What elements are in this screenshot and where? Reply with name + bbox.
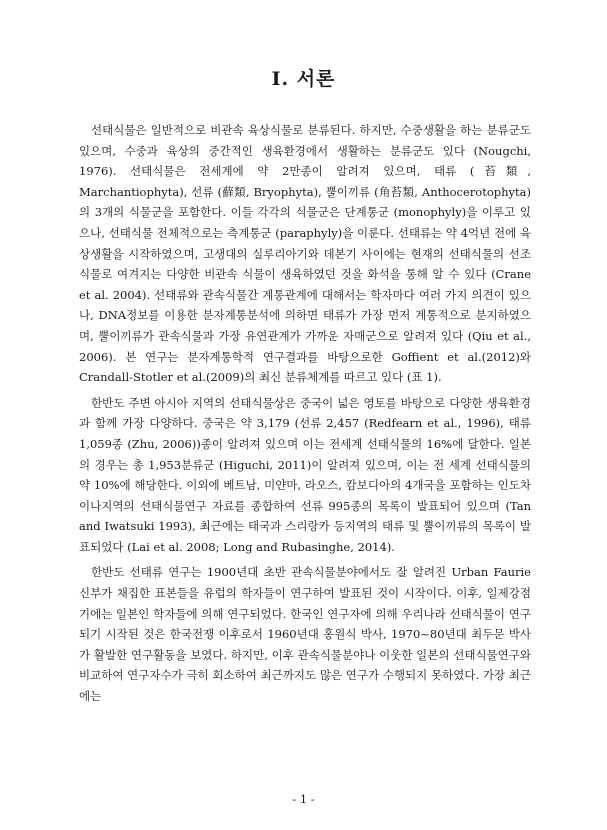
paragraph: 한반도 주변 아시아 지역의 선태식물상은 중국이 넓은 영토를 바탕으로 다양한 생육환경과 함께 가장 다양하다. 중국은 약 3,179 (선류 2,457 (Redfearn et al., 1996), 태류 1,059종 (Zhu, 2006))종이 알려져 있으며 이는 전세계 선태식물의 16%에 달한다. 일본의 경우는 총 1,953분류군 (Higuchi, 2011)이 알려져 있으며, 이는 전 세계 선태식물의 약 10%에 해당한다. 이외에 베트남, 미얀마, 라오스, 캄보디아의 4개국을 포함하는 인도차이나지역의 선태식물연구 자료를 종합하여 선류 995종의 목록이 발표되어 있으며 (Tan and Iwatsuki 1993), 최근에는 태국과 스리랑카 등지역의 태류 및 뿔이끼류의 목록이 발표되었다 (Lai et al. 2008; Long and Rubasinghe, 2014). <box>79 395 531 554</box>
body-text <box>79 120 531 712</box>
page-number: - 1 - <box>292 792 315 806</box>
paragraph: 한반도 선태류 연구는 1900년대 초반 관속식물분야에서도 잘 알려진 Urban Faurie 신부가 채집한 표본들을 유럽의 학자들이 연구하여 발표된 것이 시작이다. 이후, 일제강점기에는 일본인 학자들에 의해 연구되었다. 한국인 연구자에 의해 우리나라 선태식물이 연구되기 시작된 것은 한국전쟁 이후로서 1960년대 홍원식 박사, 1970~80년대 최두문 박사가 활발한 연구활동을 보였다. 하지만, 이후 관속식물분야나 이웃한 일본의 선태식물연구와 비교하여 연구자수가 극히 회소하여 최근까지도 많은 연구가 수행되지 못하였다. 가장 최근에는 <box>79 565 531 704</box>
section-title: Ⅰ. 서론 <box>271 68 336 90</box>
paragraph: 선태식물은 일반적으로 비관속 육상식물로 분류된다. 하지만, 수중생활을 하는 분류군도 있으며, 수중과 육상의 중간적인 생육환경에서 생활하는 분류군도 있다 (Nougchi, 1976). 선태식물은 전세계에 약 2만종이 알려져 있으며, 태류 (苔類, Marchantiophyta), 선류 (蘚類, Bryophyta), 뿔이끼류 (角苔類, Anthocerotophyta)의 3개의 식물군을 포함한다. 이들 각각의 식물군은 단계통군 (monophyly)을 이루고 있으나, 선태식물 전체적으로는 측계통군 (paraphyly)을 이룬다. 선태류는 약 4억년 전에 육상생활을 시작하였으며, 고생대의 실루리아기와 데본기 사이에는 현재의 선태식물의 선조식물로 여겨지는 다양한 비관속 식물이 생육하였던 것을 화석을 통해 알 수 있다 (Crane et al. 2004). 선태류와 관속식물간 계통관계에 대해서는 학자마다 여러 가지 의견이 있으나, DNA정보를 이용한 분자계통분석에 의하면 태류가 가장 먼저 계통적으로 분지하였으며, 뿔이끼류가 관속식물과 가장 유연관계가 가까운 자매군으로 알려져 있다 (Qiu et al., 2006). 본 연구는 분자계통학적 연구결과를 바탕으로한 Goffient et al.(2012)와 Crandall-Stotler et al.(2009)의 최신 분류체계를 따르고 있다 (표 1). <box>79 123 531 385</box>
